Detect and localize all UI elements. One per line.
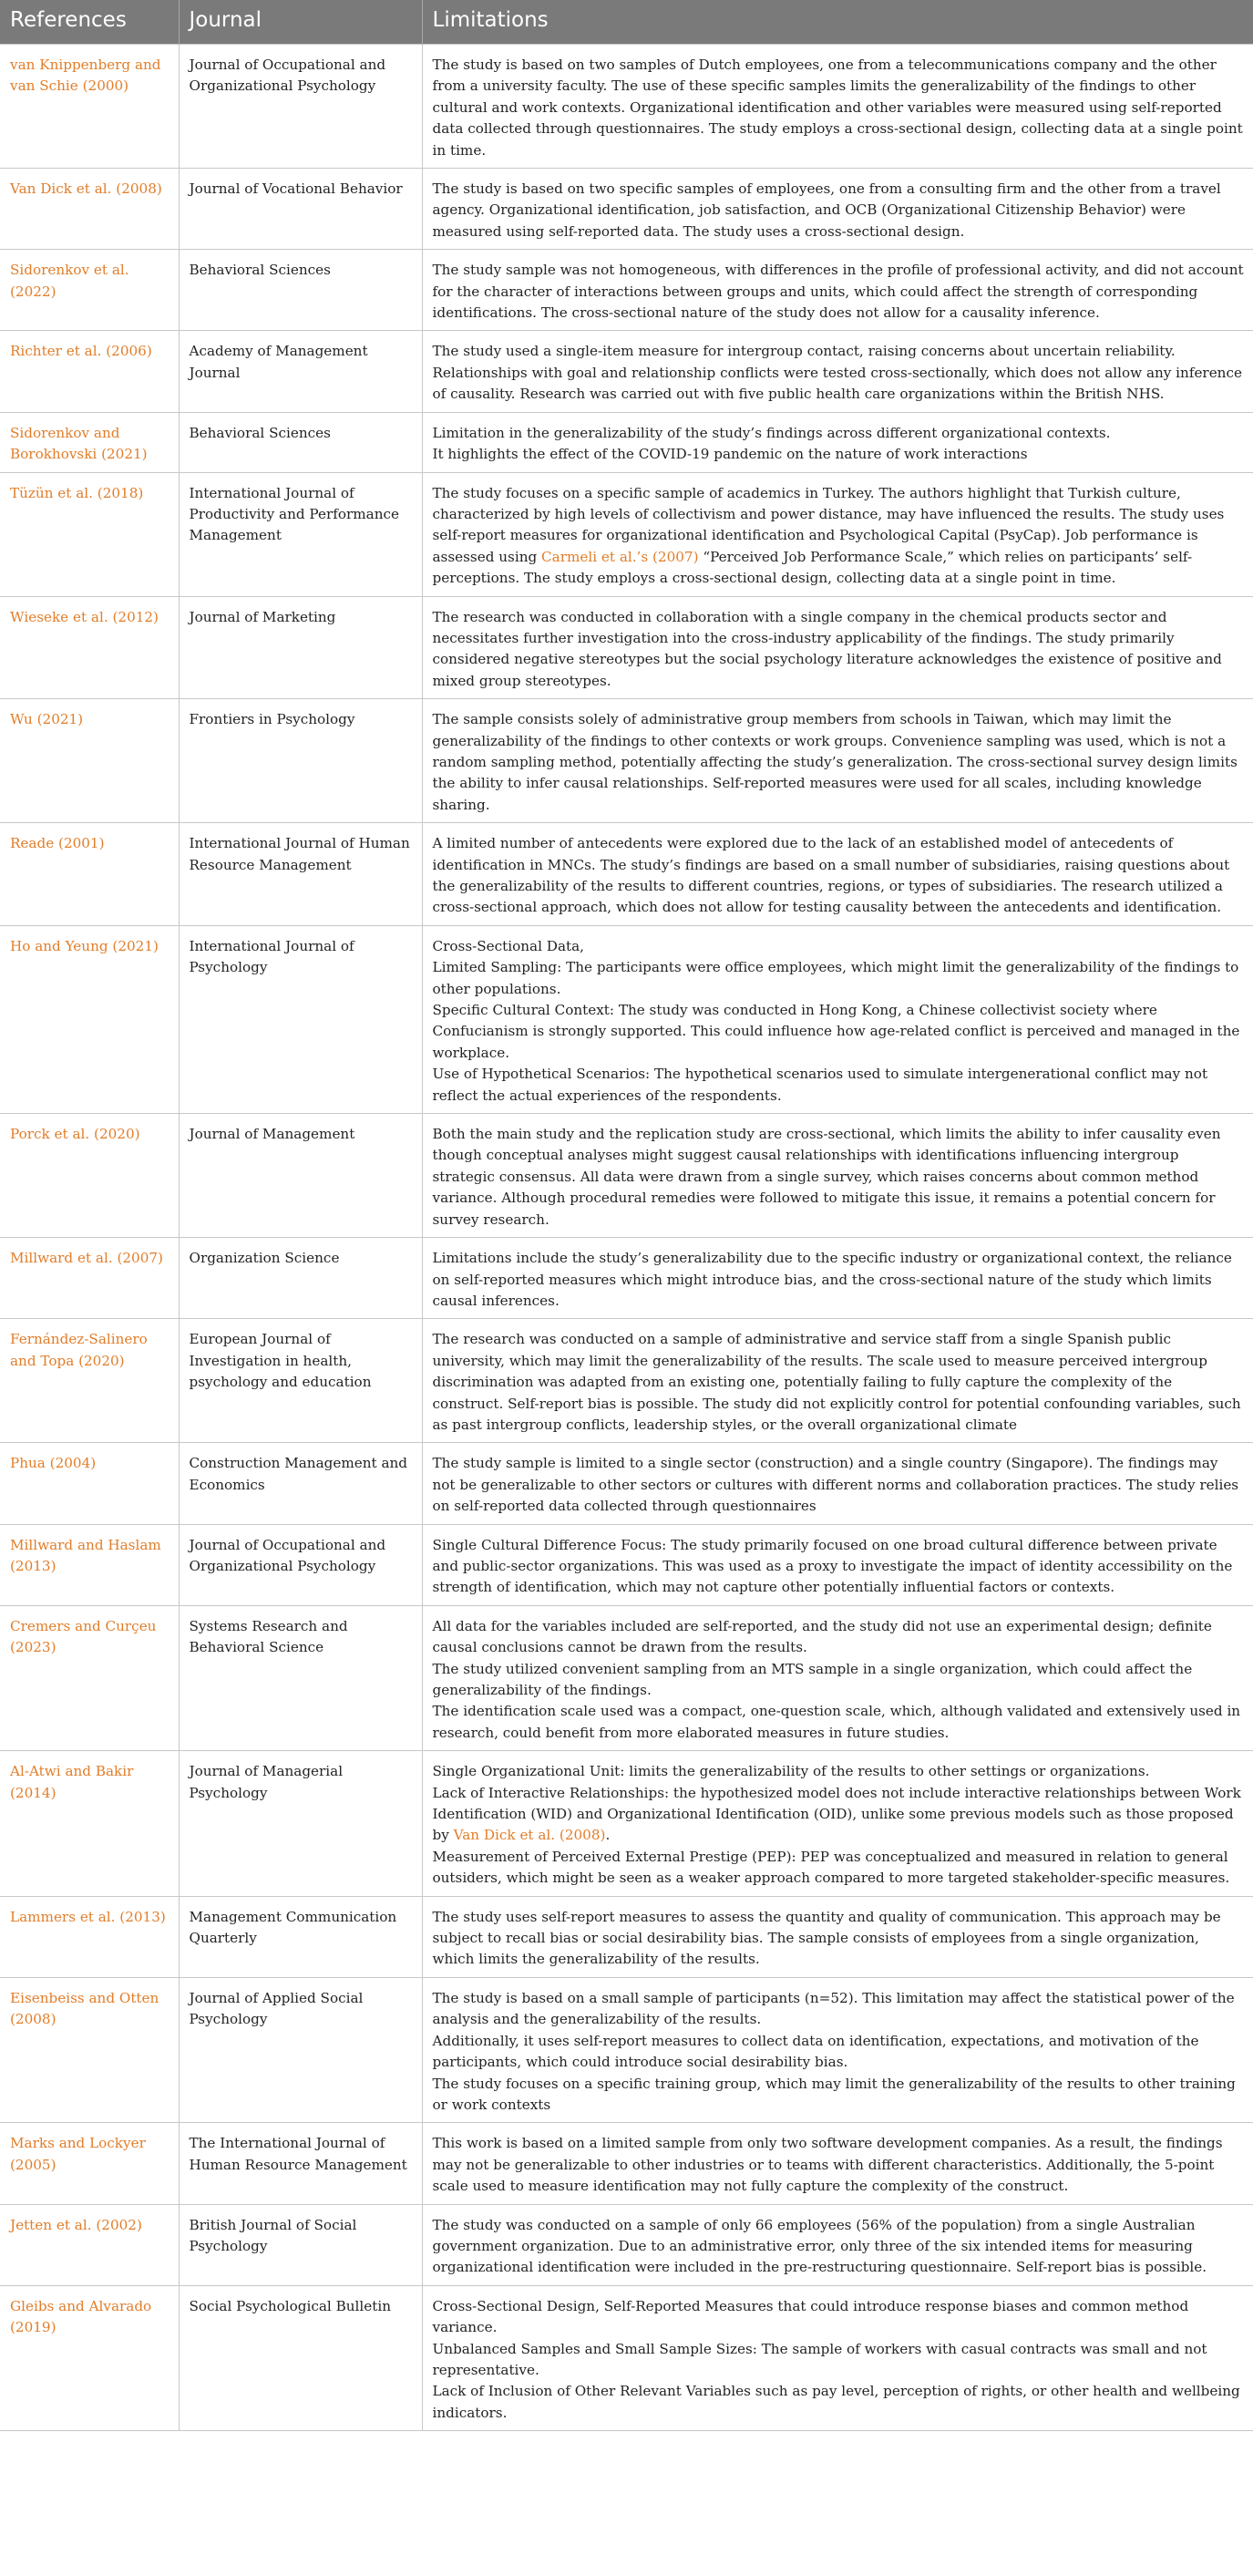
- table-row: [0, 823, 1253, 926]
- table-row: [0, 596, 1253, 699]
- table-row: [0, 331, 1253, 412]
- limitation-text: The study is based on a small sample of participants (n=52). This limitation may affect the statistical power of the analysis and the generalizability of the results.: [432, 1989, 1235, 2028]
- journal-cell: International Journal of Psychology: [179, 925, 422, 1113]
- reference-link[interactable]: Millward and Haslam (2013): [0, 1524, 179, 1605]
- limitation-paragraph: [433, 1988, 1245, 2031]
- reference-link[interactable]: Tüzün et al. (2018): [0, 472, 179, 596]
- reference-link[interactable]: Reade (2001): [0, 823, 179, 926]
- limitation-paragraph: [433, 260, 1245, 324]
- limitation-text: The identification scale used was a compact, one-question scale, which, although validated and extensively used in research, could benefit from more elaborated measures in future studies.: [432, 1703, 1241, 1741]
- limitation-text: Single Organizational Unit: limits the generalizability of the results to other settings or organizations.: [432, 1763, 1150, 1780]
- limitation-text: Limitations include the study’s generalizability due to the specific industry or organizational context, the reliance on self-reported measures which might introduce bias, and the cross-sectional nature of the study which limits causal inferences.: [432, 1250, 1232, 1309]
- header-row: [0, 0, 1253, 45]
- limitation-paragraph: [433, 957, 1245, 1000]
- limitations-cell: [422, 2123, 1253, 2204]
- limitation-text: .: [605, 1827, 611, 1844]
- journal-cell: Organization Science: [179, 1238, 422, 1319]
- limitation-paragraph: [433, 2296, 1245, 2339]
- reference-link[interactable]: Porck et al. (2020): [0, 1114, 179, 1238]
- limitations-cell: [422, 412, 1253, 472]
- limitation-text: It highlights the effect of the COVID-19 pandemic on the nature of work interactions: [432, 446, 1028, 463]
- limitation-paragraph: [433, 709, 1245, 816]
- reference-link[interactable]: Gleibs and Alvarado (2019): [0, 2285, 179, 2430]
- reference-link[interactable]: Wu (2021): [0, 699, 179, 823]
- limitation-text: The study was conducted on a sample of only 66 employees (56% of the population) from a single Australian government organization. Due to an administrative error, only three of the six intended items for measuring organizational identification were included in the pre-restructuring questionnaire. Self-report bias is possible.: [432, 2216, 1207, 2276]
- limitations-cell: [422, 1443, 1253, 1524]
- limitation-paragraph: [433, 1535, 1245, 1599]
- journal-cell: European Journal of Investigation in health, psychology and education: [179, 1319, 422, 1443]
- limitation-text: The study utilized convenient sampling from an MTS sample in a single organization, which could affect the generalizability of the findings.: [432, 1660, 1193, 1698]
- table-row: [0, 925, 1253, 1113]
- limitation-text: The study sample was not homogeneous, with differences in the profile of professional activity, and did not account for the character of interactions between groups and units, which could affect the strength of corresponding identifications. The cross-sectional nature of the study does not allow for a causality inference.: [432, 262, 1244, 322]
- limitation-text: Specific Cultural Context: The study was conducted in Hong Kong, a Chinese collectivist society where Confucianism is strongly supported. This could influence how age-related conflict is perceived and managed in the workplace.: [432, 1002, 1240, 1061]
- citation-link[interactable]: Carmeli et al.’s (2007): [541, 548, 699, 565]
- limitations-cell: [422, 1524, 1253, 1605]
- limitation-paragraph: [433, 1000, 1245, 1064]
- limitation-paragraph: [433, 936, 1245, 957]
- reference-link[interactable]: van Knippenberg and van Schie (2000): [0, 45, 179, 169]
- limitations-cell: [422, 699, 1253, 823]
- limitation-text: The study is based on two samples of Dutch employees, one from a telecommunications company and the other from a university faculty. The use of these specific samples limits the generalizability of the findings to other cultural and work contexts. Organizational identification and other variables were measured using self-reported data collected through questionnaires. The study employs a cross-sectional design, collecting data at a single point in time.: [432, 57, 1243, 159]
- table-row: [0, 250, 1253, 331]
- limitation-text: Additionally, it uses self-report measures to collect data on identification, expectations, and motivation of the participants, which could introduce social desirability bias.: [432, 2032, 1199, 2071]
- limitation-paragraph: [433, 1907, 1245, 1971]
- limitations-cell: [422, 45, 1253, 169]
- limitation-paragraph: [433, 1064, 1245, 1107]
- reference-link[interactable]: Cremers and Curçeu (2023): [0, 1605, 179, 1750]
- reference-link[interactable]: Marks and Lockyer (2005): [0, 2123, 179, 2204]
- header-references: References: [0, 0, 179, 45]
- limitations-cell: [422, 2204, 1253, 2285]
- table-row: [0, 2123, 1253, 2204]
- table-row: [0, 1114, 1253, 1238]
- table-row: [0, 1977, 1253, 2122]
- limitations-cell: [422, 1238, 1253, 1319]
- limitations-cell: [422, 472, 1253, 596]
- limitation-paragraph: [433, 444, 1245, 465]
- limitation-paragraph: [433, 1248, 1245, 1312]
- table-row: [0, 1524, 1253, 1605]
- table-body: [0, 45, 1253, 2431]
- table-row: [0, 2285, 1253, 2430]
- limitation-paragraph: [433, 2074, 1245, 2117]
- limitation-paragraph: [433, 2339, 1245, 2382]
- limitation-text: The study uses self-report measures to assess the quantity and quality of communication. This approach may be subject to recall bias or social desirability bias. The sample consists of employees from a single organization, which limits the generalizability of the results.: [432, 1908, 1221, 1968]
- limitation-text: The study focuses on a specific training group, which may limit the generalizability of the results to other training or work contexts: [432, 2075, 1236, 2113]
- journal-cell: International Journal of Productivity and Performance Management: [179, 472, 422, 596]
- journal-cell: Journal of Managerial Psychology: [179, 1751, 422, 1896]
- limitation-paragraph: [433, 1783, 1245, 1847]
- limitation-paragraph: [433, 1329, 1245, 1436]
- limitations-cell: [422, 1977, 1253, 2122]
- limitation-text: The study sample is limited to a single sector (construction) and a single country (Singapore). The findings may not be generalizable to other sectors or cultures with different norms and collaboration practices. The study relies on self-reported data collected through questionnaires: [432, 1455, 1239, 1515]
- table-row: [0, 2204, 1253, 2285]
- journal-cell: Journal of Occupational and Organizational Psychology: [179, 45, 422, 169]
- journal-cell: Journal of Vocational Behavior: [179, 169, 422, 250]
- journal-cell: The International Journal of Human Resource Management: [179, 2123, 422, 2204]
- journal-cell: Management Communication Quarterly: [179, 1896, 422, 1977]
- limitations-cell: [422, 331, 1253, 412]
- table-row: [0, 1605, 1253, 1750]
- reference-link[interactable]: Fernández-Salinero and Topa (2020): [0, 1319, 179, 1443]
- table-row: [0, 45, 1253, 169]
- limitation-text: Cross-Sectional Design, Self-Reported Measures that could introduce response biases and common method variance.: [432, 2297, 1189, 2336]
- limitations-cell: [422, 250, 1253, 331]
- limitation-paragraph: [433, 2381, 1245, 2424]
- limitations-cell: [422, 1751, 1253, 1896]
- table-row: [0, 472, 1253, 596]
- limitation-paragraph: [433, 483, 1245, 590]
- limitations-cell: [422, 169, 1253, 250]
- limitation-text: The study is based on two specific samples of employees, one from a consulting firm and the other from a travel agency. Organizational identification, job satisfaction, and OCB (Organizational Citizenship Behavior) were measured using self-reported data. The study uses a cross-sectional design.: [432, 180, 1221, 240]
- journal-cell: Journal of Occupational and Organizational Psychology: [179, 1524, 422, 1605]
- limitation-paragraph: [433, 607, 1245, 693]
- limitations-cell: [422, 1605, 1253, 1750]
- limitation-text: The study used a single-item measure for intergroup contact, raising concerns about uncertain reliability. Relationships with goal and relationship conflicts were tested cross-sectionally, which does not allow any inference of causality. Research was carried out with five public health care organizations within the British NHS.: [432, 343, 1242, 403]
- journal-cell: Journal of Management: [179, 1114, 422, 1238]
- limitations-cell: [422, 2285, 1253, 2430]
- limitations-cell: [422, 1319, 1253, 1443]
- reference-link[interactable]: Sidorenkov and Borokhovski (2021): [0, 412, 179, 472]
- limitation-text: Lack of Inclusion of Other Relevant Variables such as pay level, perception of rights, or other health and wellbeing indicators.: [432, 2383, 1240, 2421]
- table-row: [0, 699, 1253, 823]
- limitation-text: Cross-Sectional Data,: [432, 937, 584, 954]
- reference-link[interactable]: Ho and Yeung (2021): [0, 925, 179, 1113]
- limitation-paragraph: [433, 341, 1245, 405]
- limitation-text: Measurement of Perceived External Prestige (PEP): PEP was conceptualized and measured in relation to general outsiders, which might be seen as a weaker approach compared to more targeted stakeholder-specific measures.: [432, 1848, 1230, 1887]
- limitation-paragraph: [433, 2031, 1245, 2074]
- limitation-paragraph: [433, 1761, 1245, 1782]
- limitation-text: A limited number of antecedents were explored due to the lack of an established model of antecedents of identification in MNCs. The study’s findings are based on a small number of subsidiaries, raising questions about the generalizability of the results to different countries, regions, or types of subsidiaries. The research utilized a cross-sectional approach, which does not allow for testing causality between the antecedents and identification.: [432, 835, 1230, 916]
- header-limitations: Limitations: [422, 0, 1253, 45]
- limitations-cell: [422, 596, 1253, 699]
- journal-cell: Journal of Applied Social Psychology: [179, 1977, 422, 2122]
- limitation-text: The research was conducted on a sample of administrative and service staff from a single Spanish public university, which may limit the generalizability of the results. The scale used to measure perceived intergroup discrimination was adapted from an existing one, potentially failing to fully capture the complexity of the construct. Self-report bias is possible. The study did not explicitly control for potential confounding variables, such as past intergroup conflicts, leadership styles, or the overall organizational climate: [432, 1331, 1241, 1433]
- journal-cell: Frontiers in Psychology: [179, 699, 422, 823]
- limitation-text: All data for the variables included are self-reported, and the study did not use an experimental design; definite causal conclusions cannot be drawn from the results.: [432, 1617, 1212, 1656]
- table-row: [0, 169, 1253, 250]
- table-row: [0, 412, 1253, 472]
- limitation-paragraph: [433, 2215, 1245, 2279]
- limitation-text: The research was conducted in collaboration with a single company in the chemical products sector and necessitates further investigation into the cross-industry applicability of the findings. The study primarily considered negative stereotypes but the social psychology literature acknowledges the existence of positive and mixed group stereotypes.: [432, 608, 1222, 689]
- limitation-text: Limitation in the generalizability of the study’s findings across different organizational contexts.: [432, 424, 1111, 441]
- reference-link[interactable]: Al-Atwi and Bakir (2014): [0, 1751, 179, 1896]
- limitation-paragraph: [433, 423, 1245, 444]
- limitation-paragraph: [433, 1659, 1245, 1702]
- reference-link[interactable]: Richter et al. (2006): [0, 331, 179, 412]
- limitation-paragraph: [433, 1453, 1245, 1517]
- limitations-cell: [422, 925, 1253, 1113]
- header-journal: Journal: [179, 0, 422, 45]
- journal-cell: Systems Research and Behavioral Science: [179, 1605, 422, 1750]
- journal-cell: Behavioral Sciences: [179, 412, 422, 472]
- reference-link[interactable]: Van Dick et al. (2008): [0, 169, 179, 250]
- reference-link[interactable]: Wieseke et al. (2012): [0, 596, 179, 699]
- limitation-text: The study focuses on a specific sample of academics in Turkey. The authors highlight that Turkish culture, characterized by high levels of collectivism and power distance, may have influenced the results. The study uses self-report measures for organizational identification and Psychological Capital (PsyCap). Job performance is assessed using: [432, 484, 1225, 565]
- table-row: [0, 1238, 1253, 1319]
- reference-link[interactable]: Jetten et al. (2002): [0, 2204, 179, 2285]
- limitation-paragraph: [433, 1847, 1245, 1890]
- journal-cell: Social Psychological Bulletin: [179, 2285, 422, 2430]
- limitation-paragraph: [433, 1616, 1245, 1659]
- table-row: [0, 1751, 1253, 1896]
- table-row: [0, 1443, 1253, 1524]
- limitation-text: “Perceived Job Performance Scale,” which relies on participants’ self-perceptions. The study employs a cross-sectional design, collecting data at a single point in time.: [432, 548, 1193, 587]
- journal-cell: Academy of Management Journal: [179, 331, 422, 412]
- journal-cell: British Journal of Social Psychology: [179, 2204, 422, 2285]
- limitation-text: Unbalanced Samples and Small Sample Sizes: The sample of workers with casual contracts was small and not representative.: [432, 2340, 1207, 2378]
- reference-link[interactable]: Phua (2004): [0, 1443, 179, 1524]
- reference-link[interactable]: Sidorenkov et al. (2022): [0, 250, 179, 331]
- limitations-cell: [422, 1114, 1253, 1238]
- limitation-text: Single Cultural Difference Focus: The study primarily focused on one broad cultural difference between private and public-sector organizations. This was used as a proxy to investigate the impact of identity accessibility on the strength of identification, which may not capture other potentially influential factors or contexts.: [432, 1536, 1233, 1596]
- reference-link[interactable]: Millward et al. (2007): [0, 1238, 179, 1319]
- journal-cell: Construction Management and Economics: [179, 1443, 422, 1524]
- journal-cell: Journal of Marketing: [179, 596, 422, 699]
- limitations-cell: [422, 1896, 1253, 1977]
- limitation-text: Both the main study and the replication study are cross-sectional, which limits the ability to infer causality even though conceptual analyses might suggest causal relationships with identifications influencing intergroup strategic consensus. All data were drawn from a single survey, which raises concerns about common method variance. Although procedural remedies were followed to mitigate this issue, it remains a potential concern for survey research.: [432, 1126, 1221, 1228]
- limitation-text: The sample consists solely of administrative group members from schools in Taiwan, which may limit the generalizability of the findings to other contexts or work groups. Convenience sampling was used, which is not a random sampling method, potentially affecting the study’s generalization. The cross-sectional survey design limits the ability to infer causal relationships. Self-reported measures were used for all scales, including knowledge sharing.: [432, 711, 1238, 813]
- journal-cell: International Journal of Human Resource Management: [179, 823, 422, 926]
- limitation-text: Lack of Interactive Relationships: the hypothesized model does not include interactive relationships between Work Identification (WID) and Organizational Identification (OID), unlike some previous models such as those proposed by: [432, 1784, 1241, 1844]
- limitation-paragraph: [433, 1701, 1245, 1744]
- limitations-cell: [422, 823, 1253, 926]
- limitation-paragraph: [433, 1124, 1245, 1231]
- limitation-text: Use of Hypothetical Scenarios: The hypothetical scenarios used to simulate intergenerational conflict may not reflect the actual experiences of the respondents.: [432, 1066, 1208, 1104]
- reference-link[interactable]: Eisenbeiss and Otten (2008): [0, 1977, 179, 2122]
- limitation-text: Limited Sampling: The participants were office employees, which might limit the generalizability of the findings to other populations.: [432, 959, 1239, 997]
- journal-cell: Behavioral Sciences: [179, 250, 422, 331]
- table-row: [0, 1896, 1253, 1977]
- limitation-paragraph: [433, 2133, 1245, 2197]
- limitation-paragraph: [433, 833, 1245, 919]
- limitation-text: This work is based on a limited sample from only two software development companies. As a result, the findings may not be generalizable to other industries or to teams with different characteristics. Additionally, the 5-point scale used to measure identification may not fully capture the complexity of the construct.: [432, 2135, 1223, 2195]
- limitation-paragraph: [433, 55, 1245, 161]
- reference-link[interactable]: Lammers et al. (2013): [0, 1896, 179, 1977]
- citation-link[interactable]: Van Dick et al. (2008): [453, 1827, 606, 1844]
- table-row: [0, 1319, 1253, 1443]
- limitation-paragraph: [433, 179, 1245, 242]
